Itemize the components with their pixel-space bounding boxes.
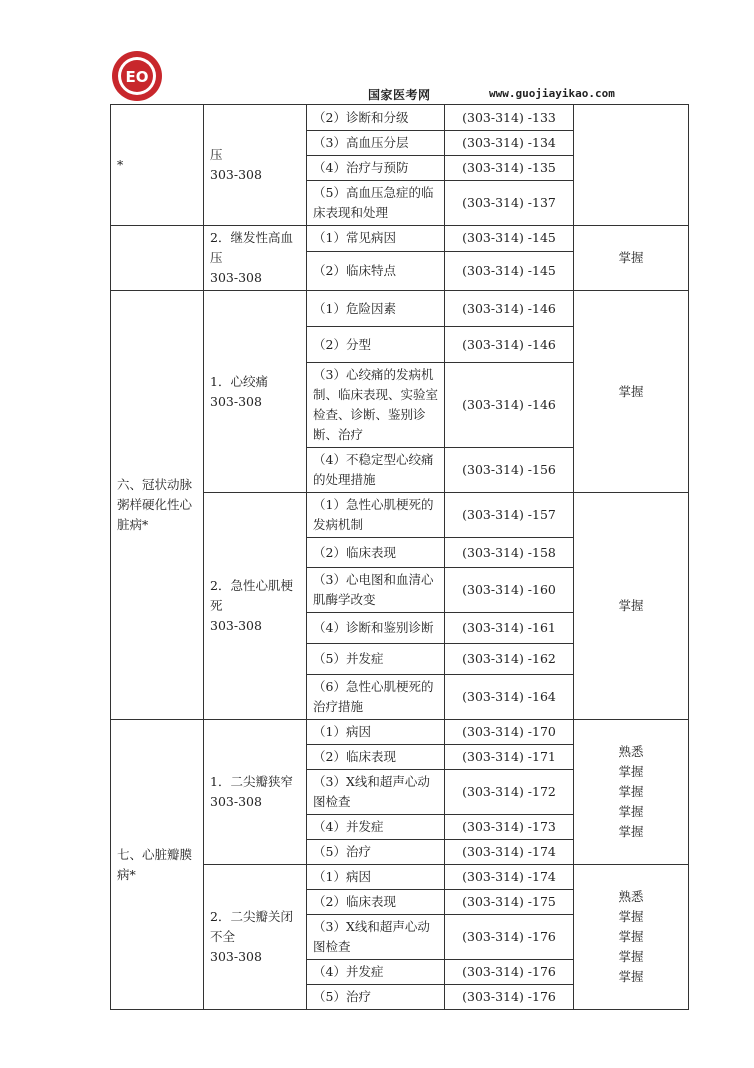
topic-cell: （4）并发症 [307,815,445,840]
topic-cell: （1）急性心肌梗死的发病机制 [307,493,445,538]
topic-cell: （2）分型 [307,327,445,363]
logo-text: EO [125,68,149,86]
topic-cell: （1）病因 [307,865,445,890]
level-label: 掌握 [618,929,644,944]
level-label: 掌握 [618,949,644,964]
level-label: 熟悉 [618,889,644,904]
site-url: www.guojiayikao.com [489,87,615,100]
topic-cell: （4）治疗与预防 [307,156,445,181]
table-row [111,226,689,252]
table-row [111,105,689,131]
topic-group-range: 303-308 [210,949,262,964]
topic-group-name: 压 [210,147,223,162]
topic-group-range: 303-308 [210,618,262,633]
topic-cell: （2）临床表现 [307,890,445,915]
topic-cell: （4）并发症 [307,960,445,985]
level-cell: 掌握 [574,493,689,720]
topic-cell: （5）高血压急症的临床表现和处理 [307,181,445,226]
page-ref-cell: (303-314) -135 [445,156,574,181]
topic-cell: （3）心电图和血清心肌酶学改变 [307,568,445,613]
level-label: 掌握 [618,784,644,799]
level-label: 熟悉 [618,744,644,759]
page-ref-cell: (303-314) -175 [445,890,574,915]
topic-group-cell [204,226,307,291]
topic-cell: （4）不稳定型心绞痛的处理措施 [307,448,445,493]
page-ref-cell: (303-314) -174 [445,865,574,890]
topic-cell: （3）X线和超声心动图检查 [307,915,445,960]
topic-cell: （5）治疗 [307,985,445,1010]
page-ref-cell: (303-314) -172 [445,770,574,815]
topic-group-range: 303-308 [210,270,262,285]
section-cell: * [111,105,204,226]
level-label: 掌握 [618,824,644,839]
page-ref-cell: (303-314) -176 [445,960,574,985]
topic-cell: （3）X线和超声心动图检查 [307,770,445,815]
page-ref-cell: (303-314) -137 [445,181,574,226]
section-title-cell: 七、心脏瓣膜病* [111,720,204,1010]
topic-group-cell [204,291,307,493]
topic-group-cell [204,105,307,226]
level-cell [574,865,689,1010]
topic-group-name: 2．急性心肌梗死 [210,578,293,613]
topic-group-cell [204,720,307,865]
section-cell [111,226,204,291]
page-ref-cell: (303-314) -156 [445,448,574,493]
page-ref-cell: (303-314) -162 [445,644,574,675]
topic-cell: （2）诊断和分级 [307,105,445,131]
section-title-cell: 六、冠状动脉粥样硬化性心脏病* [111,291,204,720]
page-ref-cell: (303-314) -160 [445,568,574,613]
topic-cell: （2）临床表现 [307,538,445,568]
topic-group-cell [204,493,307,720]
topic-group-name: 1．二尖瓣狭窄 [210,774,293,789]
page-ref-cell: (303-314) -174 [445,840,574,865]
page-ref-cell: (303-314) -134 [445,131,574,156]
page-ref-cell: (303-314) -161 [445,613,574,644]
topic-cell: （1）常见病因 [307,226,445,252]
page-ref-cell: (303-314) -145 [445,226,574,252]
topic-cell: （2）临床表现 [307,745,445,770]
page-ref-cell: (303-314) -146 [445,363,574,448]
page-ref-cell: (303-314) -170 [445,720,574,745]
topic-cell: （2）临床特点 [307,251,445,290]
topic-group-range: 303-308 [210,167,262,182]
page-ref-cell: (303-314) -171 [445,745,574,770]
page-ref-cell: (303-314) -157 [445,493,574,538]
topic-group-cell [204,865,307,1010]
level-cell: 掌握 [574,226,689,291]
topic-cell: （5）治疗 [307,840,445,865]
page-ref-cell: (303-314) -173 [445,815,574,840]
topic-group-name: 2．二尖瓣关闭不全 [210,909,293,944]
topic-cell: （3）心绞痛的发病机制、临床表现、实验室检查、诊断、鉴别诊断、治疗 [307,363,445,448]
topic-group-name: 2．继发性高血压 [210,230,293,265]
topic-cell: （6）急性心肌梗死的治疗措施 [307,675,445,720]
page-ref-cell: (303-314) -158 [445,538,574,568]
page-ref-cell: (303-314) -146 [445,327,574,363]
topic-cell: （3）高血压分层 [307,131,445,156]
level-cell: 掌握 [574,291,689,493]
topic-cell: （5）并发症 [307,644,445,675]
site-logo-icon [110,49,164,103]
level-cell [574,720,689,865]
table-row [111,720,689,745]
level-label: 掌握 [618,969,644,984]
topic-group-range: 303-308 [210,393,262,409]
syllabus-table [110,104,689,1010]
level-cell [574,105,689,226]
table-row [111,291,689,327]
page-ref-cell: (303-314) -133 [445,105,574,131]
topic-cell: （4）诊断和鉴别诊断 [307,613,445,644]
level-label: 掌握 [618,804,644,819]
topic-group-name: 1．心绞痛 [210,373,268,389]
topic-cell: （1）危险因素 [307,291,445,327]
page-ref-cell: (303-314) -176 [445,915,574,960]
page-ref-cell: (303-314) -146 [445,291,574,327]
page-ref-cell: (303-314) -145 [445,251,574,290]
page-ref-cell: (303-314) -176 [445,985,574,1010]
level-label: 掌握 [618,909,644,924]
topic-group-range: 303-308 [210,794,262,809]
site-name: 国家医考网 [368,88,431,102]
topic-cell: （1）病因 [307,720,445,745]
page-ref-cell: (303-314) -164 [445,675,574,720]
level-label: 掌握 [618,764,644,779]
